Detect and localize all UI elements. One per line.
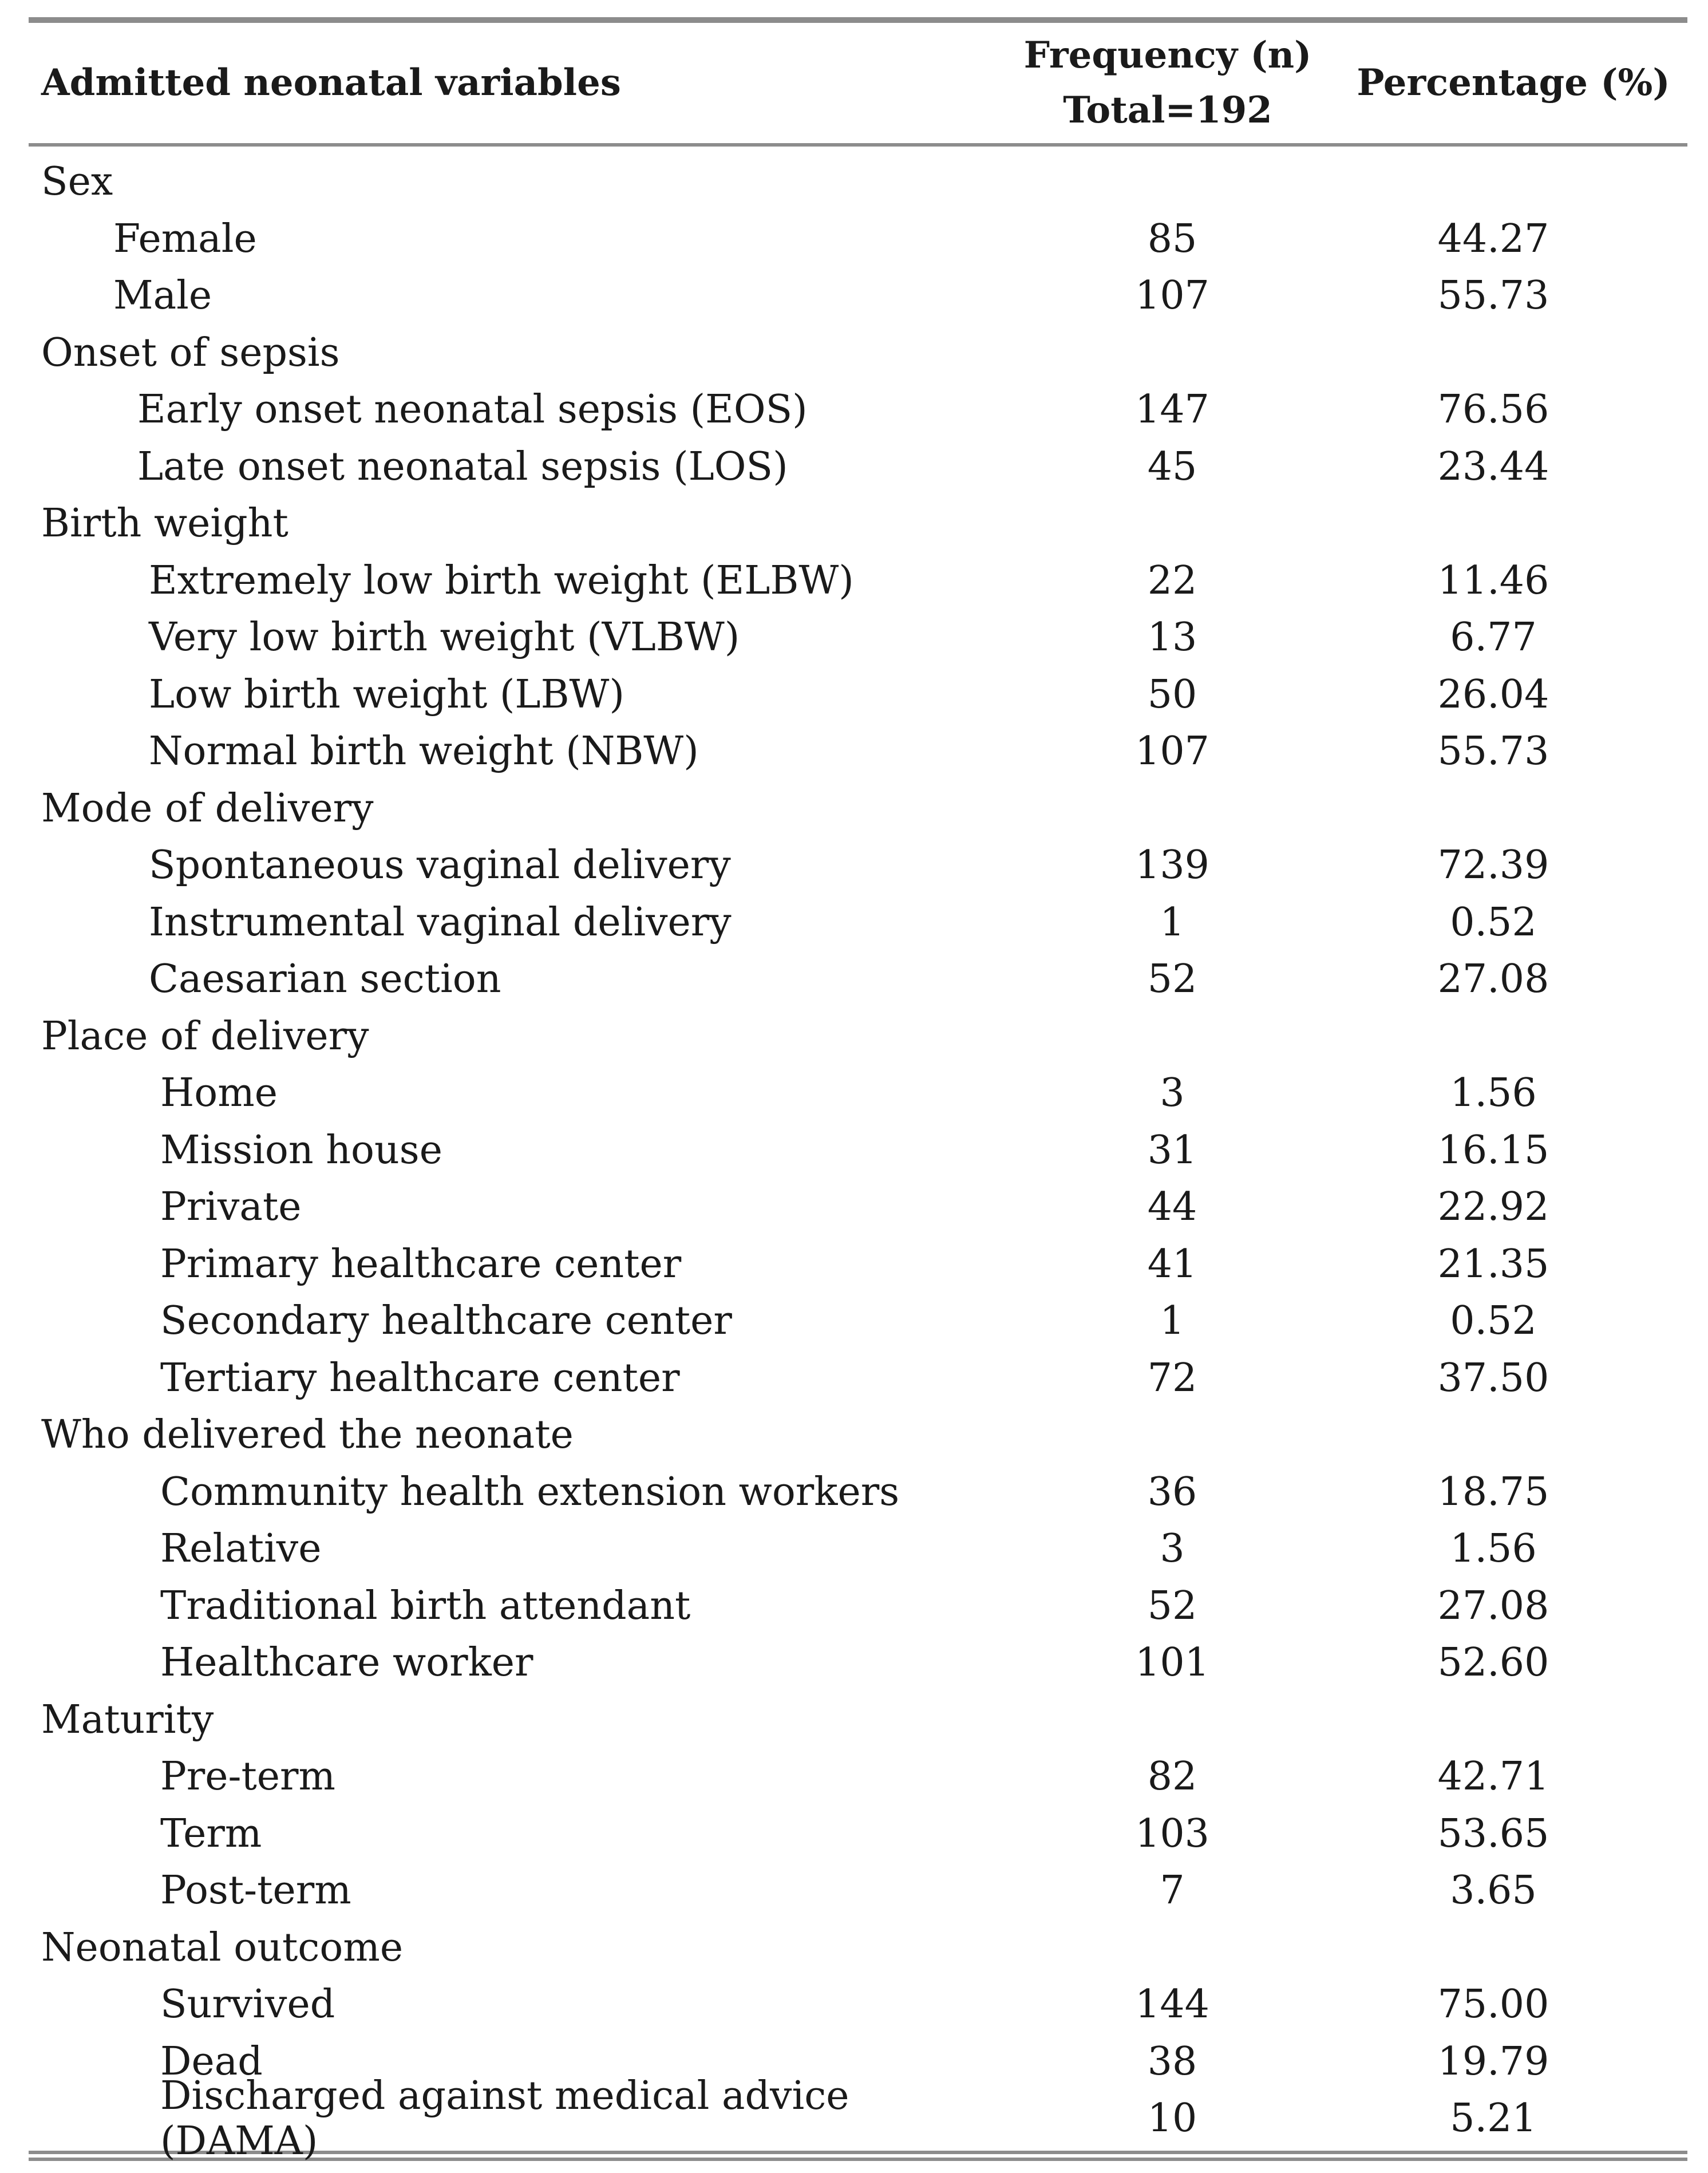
- row-percentage: 16.15: [1437, 1127, 1549, 1173]
- row-percentage: 55.73: [1437, 273, 1549, 319]
- row-label: Relative: [160, 1526, 322, 1572]
- table-row: [29, 438, 1687, 496]
- row-label: Spontaneous vaginal delivery: [149, 843, 731, 888]
- table-row: [29, 1065, 1687, 1122]
- table-row: [29, 1350, 1687, 1407]
- row-frequency: 41: [1147, 1241, 1197, 1287]
- row-label: Female: [113, 216, 257, 262]
- header-percentage: Percentage (%): [1357, 61, 1670, 104]
- section-title: Mode of delivery: [41, 785, 374, 831]
- row-label: Male: [113, 273, 212, 319]
- header-variables: Admitted neonatal variables: [41, 61, 621, 104]
- row-percentage: 37.50: [1437, 1355, 1549, 1401]
- row-frequency: 36: [1147, 1469, 1197, 1515]
- row-percentage: 26.04: [1437, 671, 1549, 717]
- table-row: [29, 1236, 1687, 1293]
- row-frequency: 45: [1147, 444, 1197, 489]
- row-frequency: 1: [1160, 1298, 1185, 1344]
- section-row: [29, 1406, 1687, 1464]
- row-percentage: 23.44: [1437, 444, 1549, 489]
- row-percentage: 27.08: [1437, 1583, 1549, 1629]
- section-title: Onset of sepsis: [41, 330, 340, 376]
- row-percentage: 44.27: [1437, 216, 1549, 262]
- row-label: Extremely low birth weight (ELBW): [149, 558, 854, 603]
- row-frequency: 52: [1147, 1583, 1197, 1629]
- section-title: Place of delivery: [41, 1013, 369, 1059]
- row-frequency: 50: [1147, 671, 1197, 717]
- row-percentage: 72.39: [1437, 843, 1549, 888]
- row-frequency: 31: [1147, 1127, 1197, 1173]
- neonatal-variables-table: [29, 17, 1687, 2164]
- table-row: [29, 837, 1687, 894]
- table-row: [29, 381, 1687, 438]
- row-percentage: 0.52: [1450, 899, 1537, 945]
- table-row: [29, 211, 1687, 268]
- row-percentage: 52.60: [1437, 1640, 1549, 1686]
- row-percentage: 3.65: [1450, 1868, 1537, 1914]
- row-label: Late onset neonatal sepsis (LOS): [137, 444, 788, 489]
- row-frequency: 38: [1147, 2038, 1197, 2084]
- row-frequency: 107: [1135, 729, 1209, 775]
- row-frequency: 101: [1135, 1640, 1209, 1686]
- row-frequency: 1: [1160, 899, 1185, 945]
- row-percentage: 6.77: [1450, 615, 1537, 661]
- row-percentage: 42.71: [1437, 1754, 1549, 1800]
- table-row: [29, 552, 1687, 610]
- section-row: [29, 153, 1687, 211]
- row-frequency: 3: [1160, 1070, 1185, 1116]
- row-frequency: 107: [1135, 273, 1209, 319]
- row-percentage: 1.56: [1450, 1070, 1537, 1116]
- row-label: Term: [160, 1811, 262, 1856]
- row-label: Primary healthcare center: [160, 1241, 682, 1287]
- table-row: [29, 1520, 1687, 1578]
- row-frequency: 44: [1147, 1184, 1197, 1230]
- table-row: [29, 1976, 1687, 2033]
- row-label: Caesarian section: [149, 957, 501, 1002]
- row-label: Mission house: [160, 1127, 442, 1173]
- section-title: Maturity: [41, 1697, 214, 1743]
- table-row: [29, 267, 1687, 325]
- row-label: Survived: [160, 1982, 335, 2028]
- row-label: Community health extension workers: [160, 1469, 900, 1515]
- row-label: Healthcare worker: [160, 1640, 533, 1686]
- row-percentage: 5.21: [1450, 2096, 1537, 2142]
- table-row: [29, 1862, 1687, 1919]
- table-header: [29, 23, 1687, 143]
- section-title: Birth weight: [41, 501, 288, 547]
- row-frequency: 10: [1147, 2096, 1197, 2142]
- row-label: Home: [160, 1070, 278, 1116]
- row-frequency: 3: [1160, 1526, 1185, 1572]
- section-title: Sex: [41, 159, 113, 205]
- row-frequency: 82: [1147, 1754, 1197, 1800]
- row-frequency: 144: [1135, 1982, 1209, 2028]
- table-row: [29, 894, 1687, 951]
- row-frequency: 52: [1147, 957, 1197, 1002]
- table-row: [29, 2073, 1687, 2164]
- row-frequency: 7: [1160, 1868, 1185, 1914]
- row-label: Instrumental vaginal delivery: [149, 899, 732, 945]
- row-label: Normal birth weight (NBW): [149, 729, 699, 775]
- table-row: [29, 609, 1687, 666]
- row-percentage: 1.56: [1450, 1526, 1537, 1572]
- header-frequency-line2: Total=192: [1063, 89, 1272, 132]
- section-row: [29, 1919, 1687, 1977]
- row-percentage: 0.52: [1450, 1298, 1537, 1344]
- row-percentage: 53.65: [1437, 1811, 1549, 1856]
- row-label: Private: [160, 1184, 302, 1230]
- table-row: [29, 1578, 1687, 1635]
- table-row: [29, 1748, 1687, 1805]
- table-row: [29, 1464, 1687, 1521]
- table-row: [29, 1634, 1687, 1692]
- table-row: [29, 951, 1687, 1008]
- table-row: [29, 1179, 1687, 1236]
- row-label: Discharged against medical advice (DAMA): [160, 2073, 849, 2164]
- table-row: [29, 1805, 1687, 1863]
- row-label: Early onset neonatal sepsis (EOS): [137, 387, 808, 433]
- row-percentage: 22.92: [1437, 1184, 1549, 1230]
- row-percentage: 11.46: [1437, 558, 1549, 603]
- row-frequency: 147: [1135, 387, 1209, 433]
- table-row: [29, 723, 1687, 780]
- row-label: Secondary healthcare center: [160, 1298, 732, 1344]
- top-rule: [29, 17, 1687, 23]
- row-frequency: 139: [1135, 843, 1209, 888]
- section-row: [29, 1692, 1687, 1749]
- section-row: [29, 325, 1687, 382]
- row-percentage: 21.35: [1437, 1241, 1549, 1287]
- table-row: [29, 1122, 1687, 1179]
- row-percentage: 18.75: [1437, 1469, 1549, 1515]
- row-percentage: 75.00: [1437, 1982, 1549, 2028]
- row-label: Very low birth weight (VLBW): [149, 615, 740, 661]
- row-percentage: 19.79: [1437, 2038, 1549, 2084]
- row-label: Pre-term: [160, 1754, 336, 1800]
- table-row: [29, 666, 1687, 724]
- row-label: Traditional birth attendant: [160, 1583, 691, 1629]
- row-label: Post-term: [160, 1868, 351, 1914]
- row-label: Tertiary healthcare center: [160, 1355, 680, 1401]
- section-title: Who delivered the neonate: [41, 1412, 574, 1458]
- row-percentage: 27.08: [1437, 957, 1549, 1002]
- header-frequency: [996, 28, 1339, 138]
- row-label: Dead: [160, 2038, 263, 2084]
- header-frequency-line1: Frequency (n): [1023, 34, 1312, 77]
- table-body: [29, 147, 1687, 2164]
- section-row: [29, 495, 1687, 552]
- row-frequency: 13: [1147, 615, 1197, 661]
- section-row: [29, 1008, 1687, 1065]
- row-frequency: 85: [1147, 216, 1197, 262]
- row-frequency: 103: [1135, 1811, 1209, 1856]
- row-frequency: 72: [1147, 1355, 1197, 1401]
- row-frequency: 22: [1147, 558, 1197, 603]
- section-row: [29, 780, 1687, 837]
- row-label: Low birth weight (LBW): [149, 671, 624, 717]
- section-title: Neonatal outcome: [41, 1925, 404, 1970]
- row-percentage: 55.73: [1437, 729, 1549, 775]
- row-percentage: 76.56: [1437, 387, 1549, 433]
- table-row: [29, 1293, 1687, 1350]
